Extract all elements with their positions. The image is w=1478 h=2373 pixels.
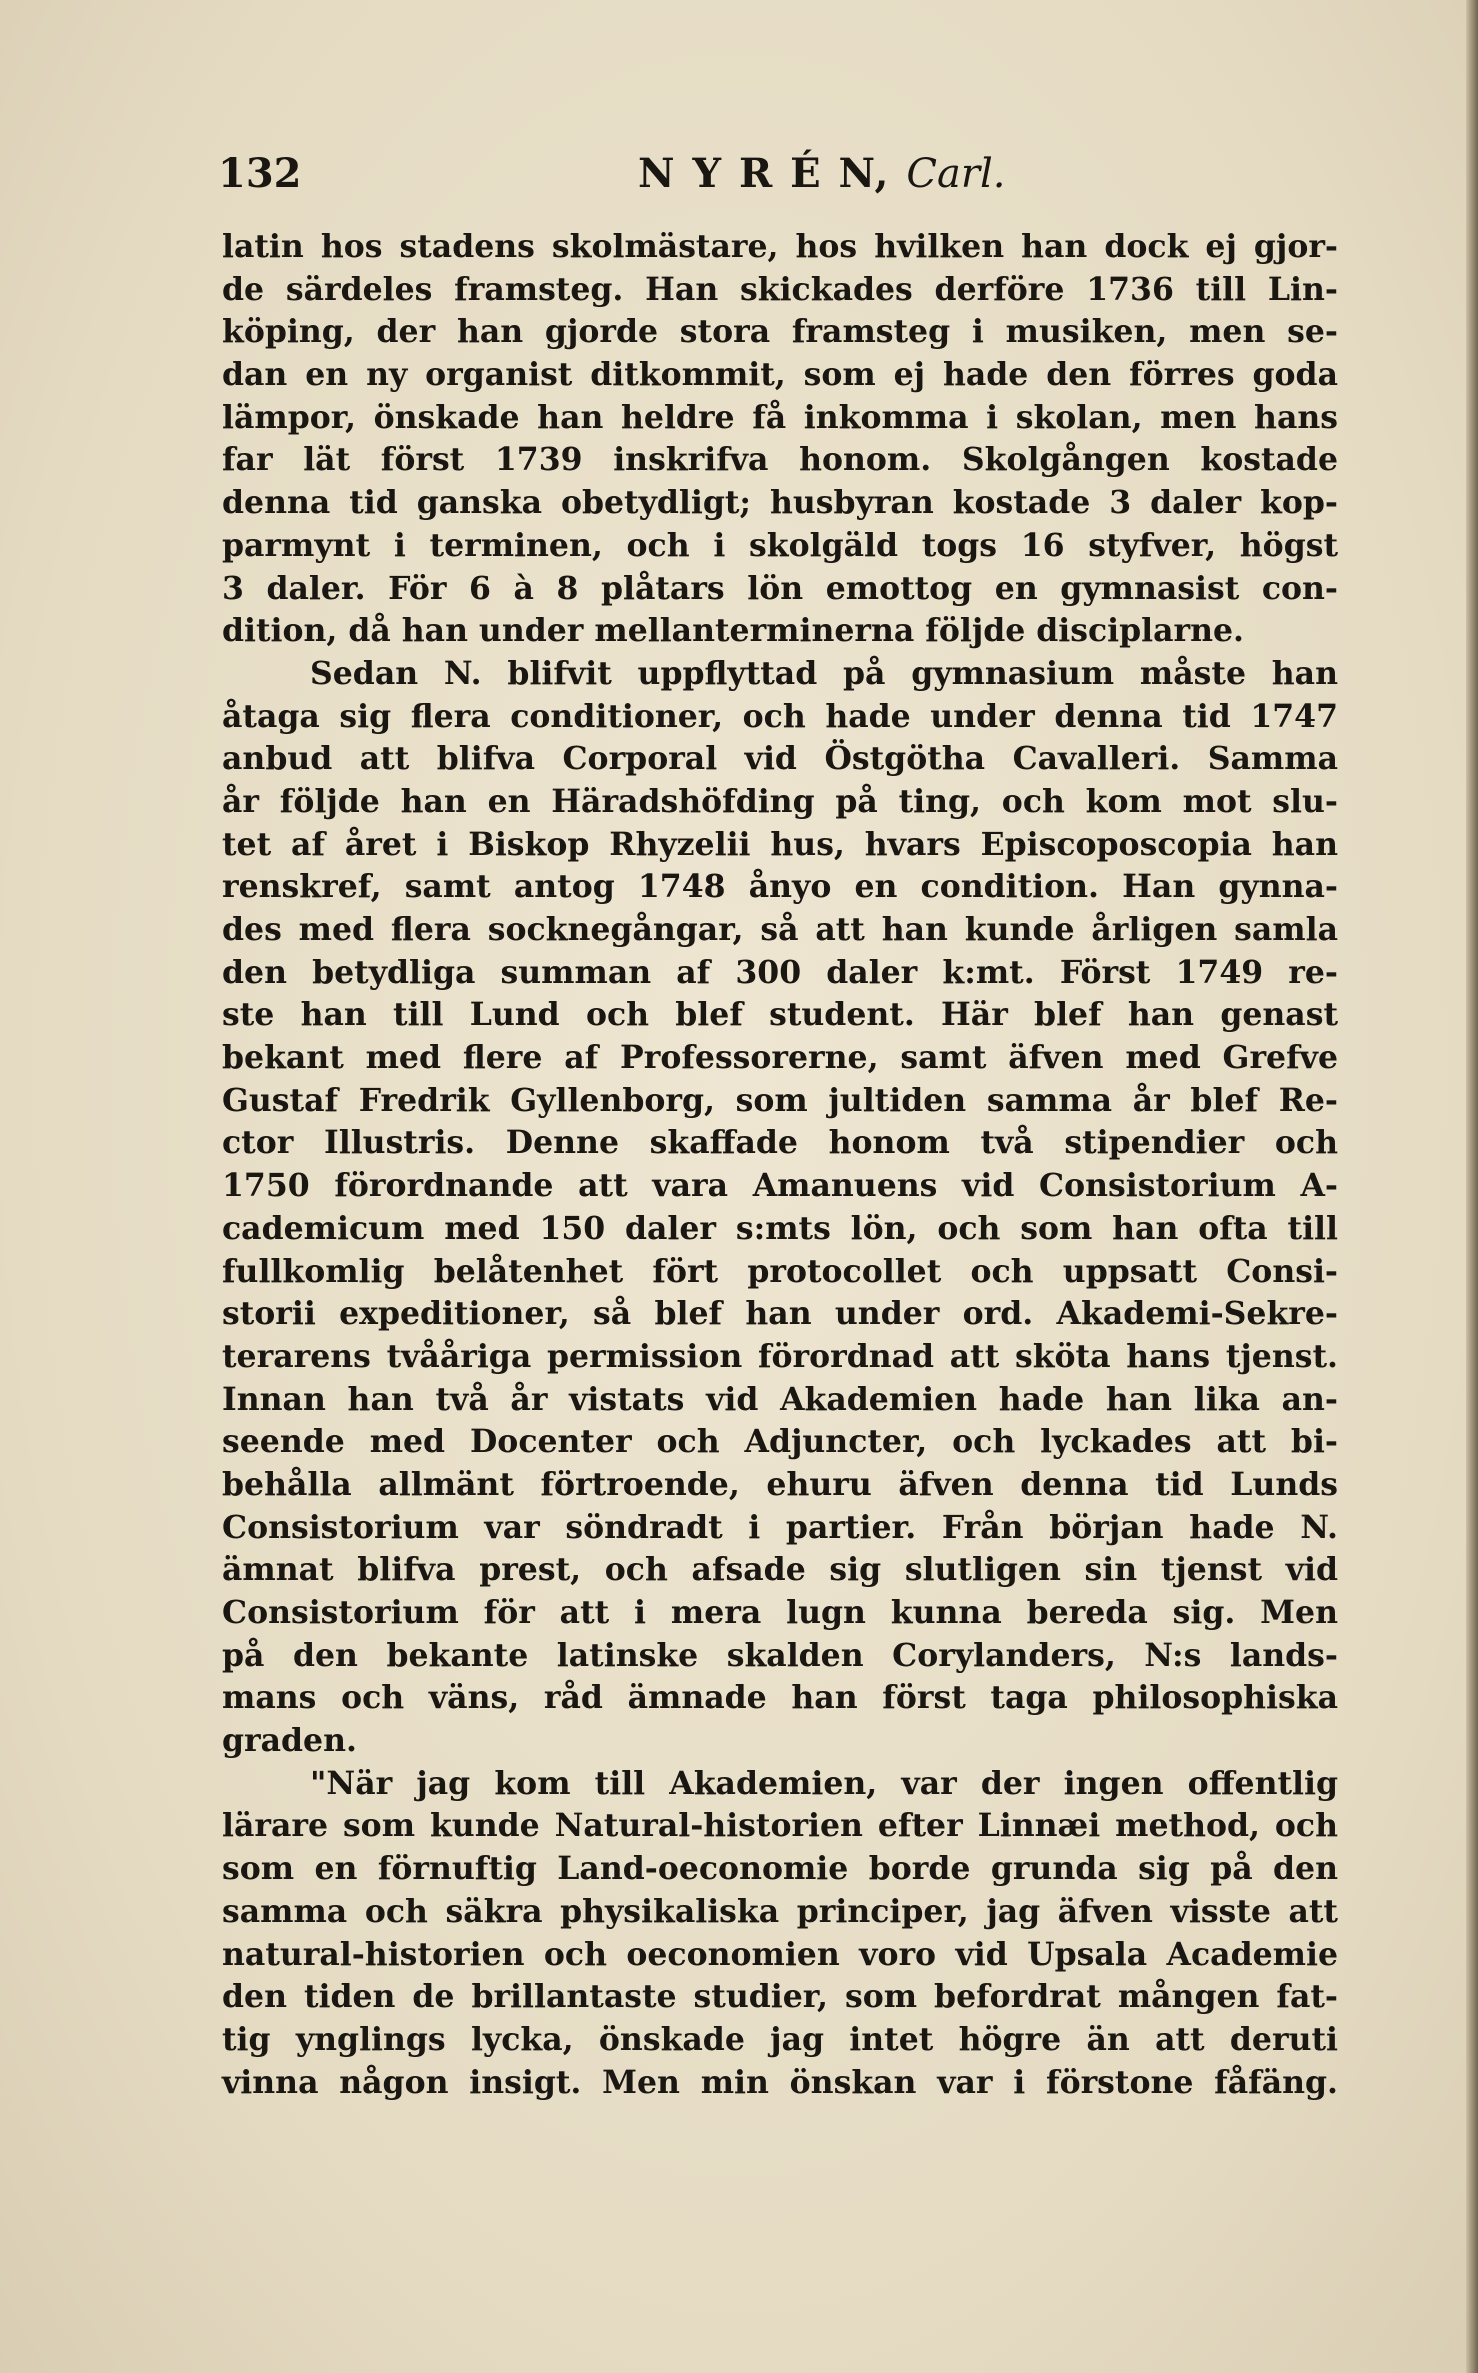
text-line: 3 daler. För 6 à 8 plåtars lön emottog en gymnasist con-: [222, 569, 1338, 607]
text-line: latin hos stadens skolmästare, hos hvilken han dock ej gjor-: [222, 228, 1338, 265]
text-line: Innan han två år vistats vid Akademien hade han lika an-: [222, 1380, 1338, 1418]
text-line: dition, då han under mellanterminerna följde disciplarne.: [222, 612, 1245, 650]
text-line: Gustaf Fredrik Gyllenborg, som jultiden samma år blef Re-: [222, 1081, 1338, 1119]
text-line: åtaga sig flera conditioner, och hade under denna tid 1747: [222, 697, 1338, 735]
text-line: ctor Illustris. Denne skaffade honom två stipendier och: [222, 1124, 1338, 1162]
text-line: tig ynglings lycka, önskade jag intet högre än att deruti: [222, 2020, 1338, 2058]
text-line: köping, der han gjorde stora framsteg i musiken, men se-: [222, 313, 1338, 351]
text-line: behålla allmänt förtroende, ehuru äfven denna tid Lunds: [222, 1465, 1338, 1503]
running-head-author: N Y R É N,: [638, 150, 891, 197]
page-header: [218, 150, 1338, 200]
text-line: Consistorium för att i mera lugn kunna bereda sig. Men: [222, 1594, 1338, 1631]
text-line: vinna någon insigt. Men min önskan var i förstone fåfäng.: [222, 2063, 1338, 2101]
text-line: des med flera socknegångar, så att han kunde årligen samla: [222, 911, 1338, 948]
text-line: seende med Docenter och Adjuncter, och lyckades att bi-: [222, 1423, 1338, 1461]
text-line: far lät först 1739 inskrifva honom. Skolgången kostade: [222, 441, 1338, 479]
text-line: 1750 förordnande att vara Amanuens vid Consistorium A-: [222, 1167, 1338, 1205]
text-line: ämnat blifva prest, och afsade sig slutligen sin tjenst vid: [222, 1551, 1338, 1589]
text-line: den betydliga summan af 300 daler k:mt. Först 1749 re-: [222, 953, 1338, 991]
text-line: terarens tvååriga permission förordnad att sköta hans tjenst.: [222, 1337, 1338, 1375]
text-line: lämpor, önskade han heldre få inkomma i skolan, men hans: [222, 398, 1338, 436]
running-head-given-name: Carl.: [906, 151, 1006, 197]
text-line: natural-historien och oeconomien voro vid Upsala Academie: [222, 1935, 1338, 1973]
page-number: 132: [218, 150, 302, 197]
text-line: den tiden de brillantaste studier, som befordrat mången fat-: [222, 1978, 1338, 2016]
text-line: bekant med flere af Professorerne, samt äfven med Grefve: [222, 1039, 1338, 1077]
text-line: fullkomlig belåtenhet fört protocollet och uppsatt Consi-: [222, 1252, 1338, 1290]
text-line: "När jag kom till Akademien, var der ingen offentlig: [310, 1764, 1338, 1802]
text-line: på den bekante latinske skalden Corylanders, N:s lands-: [222, 1636, 1338, 1674]
text-line: år följde han en Häradshöfding på ting, och kom mot slu-: [222, 782, 1338, 820]
page-edge-shadow: [1466, 0, 1478, 2373]
text-line: denna tid ganska obetydligt; husbyran kostade 3 daler kop-: [222, 484, 1338, 522]
text-line: ste han till Lund och blef student. Här blef han genast: [222, 996, 1338, 1034]
text-line: lärare som kunde Natural-historien efter Linnæi method, och: [222, 1807, 1338, 1845]
text-line: parmynt i terminen, och i skolgäld togs 16 styfver, högst: [222, 526, 1338, 564]
text-line: renskref, samt antog 1748 ånyo en condition. Han gynna-: [222, 868, 1338, 906]
text-line: Consistorium var söndradt i partier. Från början hade N.: [222, 1508, 1338, 1546]
text-line: som en förnuftig Land-oeconomie borde grunda sig på den: [222, 1850, 1338, 1888]
text-line: samma och säkra physikaliska principer, jag äfven visste att: [222, 1892, 1338, 1930]
text-line: mans och väns, råd ämnade han först taga philosophiska: [222, 1679, 1338, 1717]
text-line: dan en ny organist ditkommit, som ej hade den förres goda: [222, 356, 1338, 394]
running-head: [638, 150, 1006, 197]
text-line: de särdeles framsteg. Han skickades derföre 1736 till Lin-: [222, 270, 1338, 308]
text-line: graden.: [222, 1722, 357, 1760]
text-line: Sedan N. blifvit uppflyttad på gymnasium måste han: [310, 654, 1338, 692]
text-line: tet af året i Biskop Rhyzelii hus, hvars Episcoposcopia han: [222, 825, 1338, 863]
text-line: anbud att blifva Corporal vid Östgötha Cavalleri. Samma: [222, 740, 1338, 778]
text-line: storii expeditioner, så blef han under ord. Akademi-Sekre-: [222, 1295, 1338, 1333]
text-line: cademicum med 150 daler s:mts lön, och som han ofta till: [222, 1209, 1338, 1247]
body-text: [222, 226, 1338, 2104]
